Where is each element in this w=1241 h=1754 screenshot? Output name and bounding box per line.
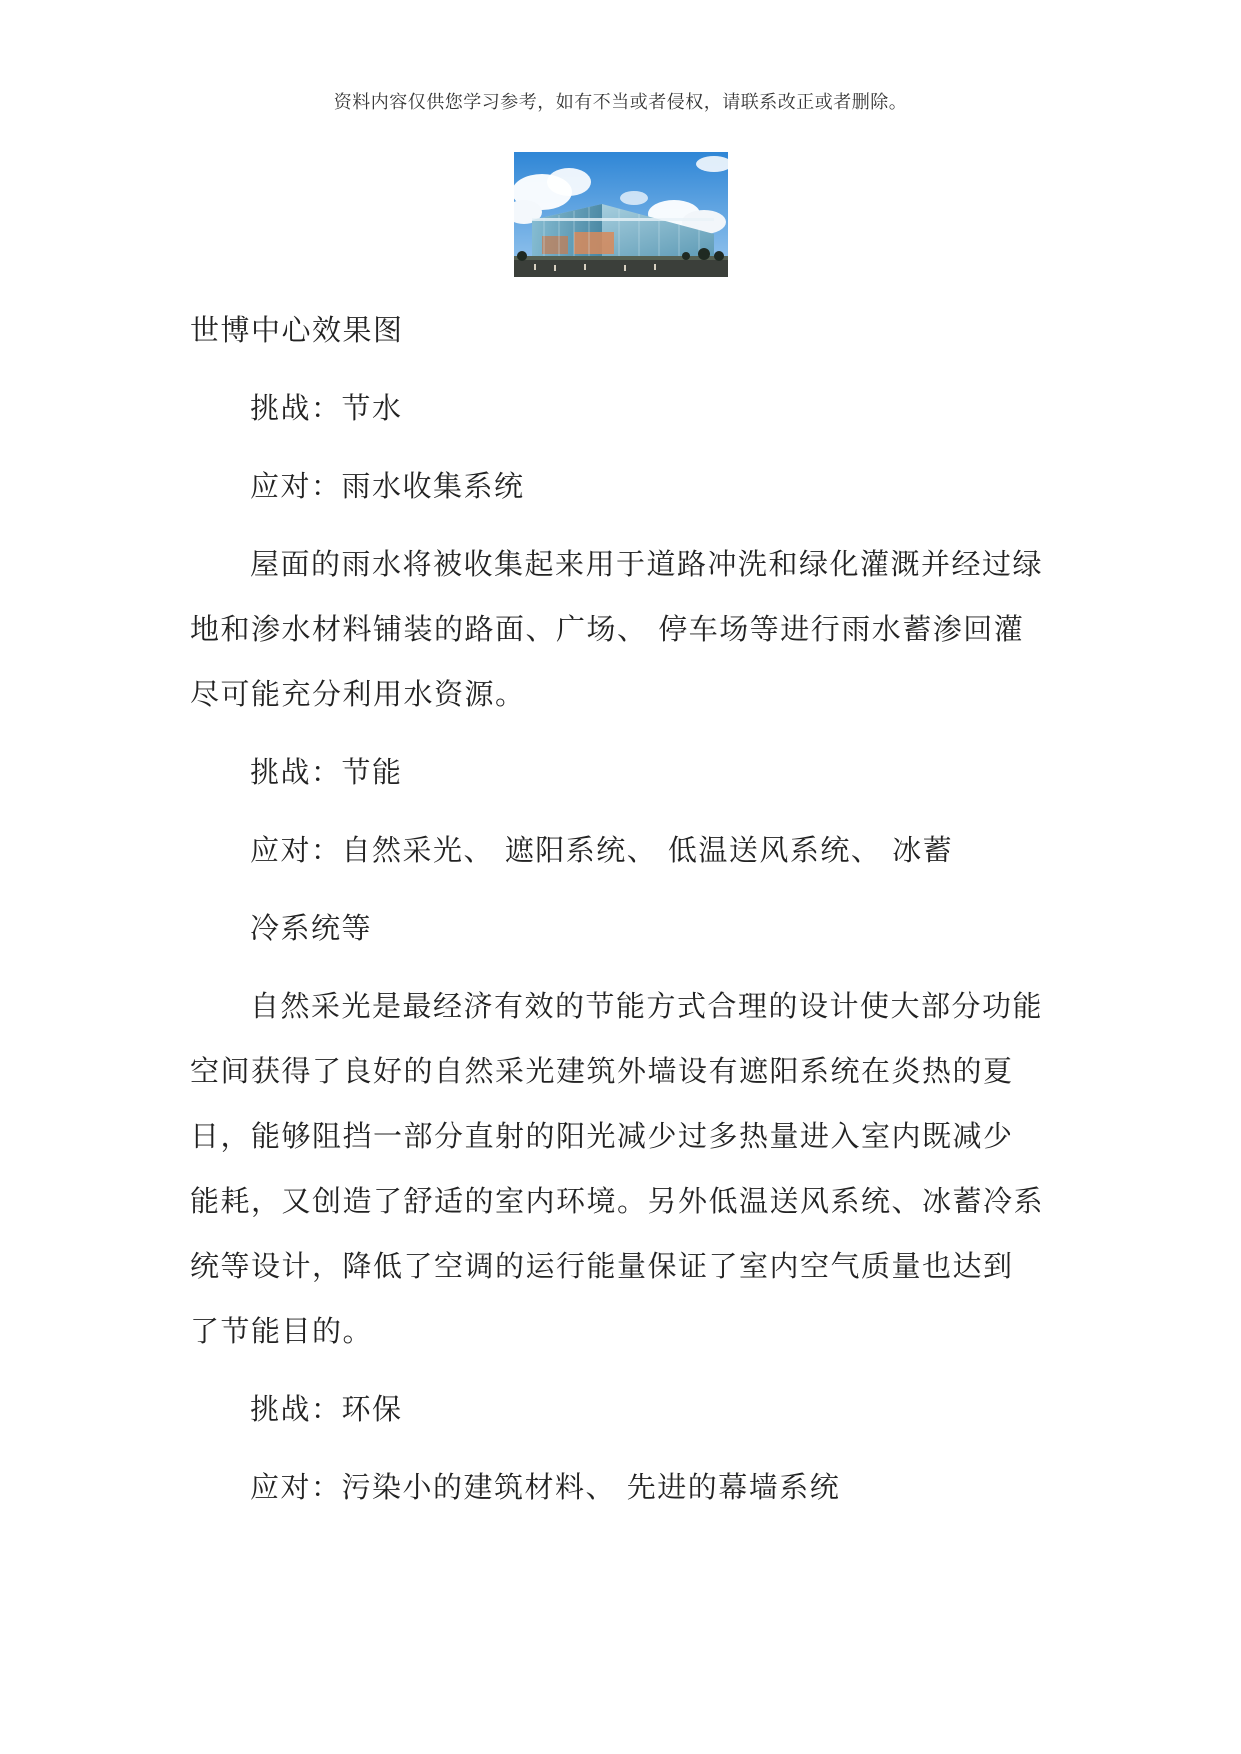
paragraph-line: 日，能够阻挡一部分直射的阳光减少过多热量进入室内既减少 <box>190 1119 1014 1153</box>
figure-caption: 世博中心效果图 <box>190 313 404 347</box>
response-water: 应对：雨水收集系统 <box>250 469 525 503</box>
paragraph-line: 空间获得了良好的自然采光建筑外墙设有遮阳系统在炎热的夏 <box>190 1054 1014 1088</box>
paragraph-line: 能耗，又创造了舒适的室内环境。另外低温送风系统、冰蓄冷系 <box>190 1184 1045 1218</box>
response-energy-continued: 冷系统等 <box>250 911 373 945</box>
challenge-environment: 挑战：环保 <box>250 1392 403 1426</box>
paragraph-line: 统等设计，降低了空调的运行能量保证了室内空气质量也达到 <box>190 1249 1014 1283</box>
paragraph-line: 尽可能充分利用水资源。 <box>190 677 526 711</box>
expo-center-rendering-image <box>514 152 728 277</box>
response-environment: 应对：污染小的建筑材料、 先进的幕墙系统 <box>250 1470 841 1504</box>
response-energy: 应对：自然采光、 遮阳系统、 低温送风系统、 冰蓄 <box>250 833 954 867</box>
challenge-energy: 挑战：节能 <box>250 755 403 789</box>
paragraph-line: 了节能目的。 <box>190 1314 374 1348</box>
paragraph-line: 屋面的雨水将被收集起来用于道路冲洗和绿化灌溉并经过绿 <box>250 547 1044 581</box>
header-note: 资料内容仅供您学习参考，如有不当或者侵权，请联系改正或者删除。 <box>333 92 908 113</box>
paragraph-line: 地和渗水材料铺装的路面、广场、 停车场等进行雨水蓄渗回灌 <box>190 612 1025 646</box>
paragraph-line: 自然采光是最经济有效的节能方式合理的设计使大部分功能 <box>250 989 1044 1023</box>
challenge-water: 挑战：节水 <box>250 391 403 425</box>
